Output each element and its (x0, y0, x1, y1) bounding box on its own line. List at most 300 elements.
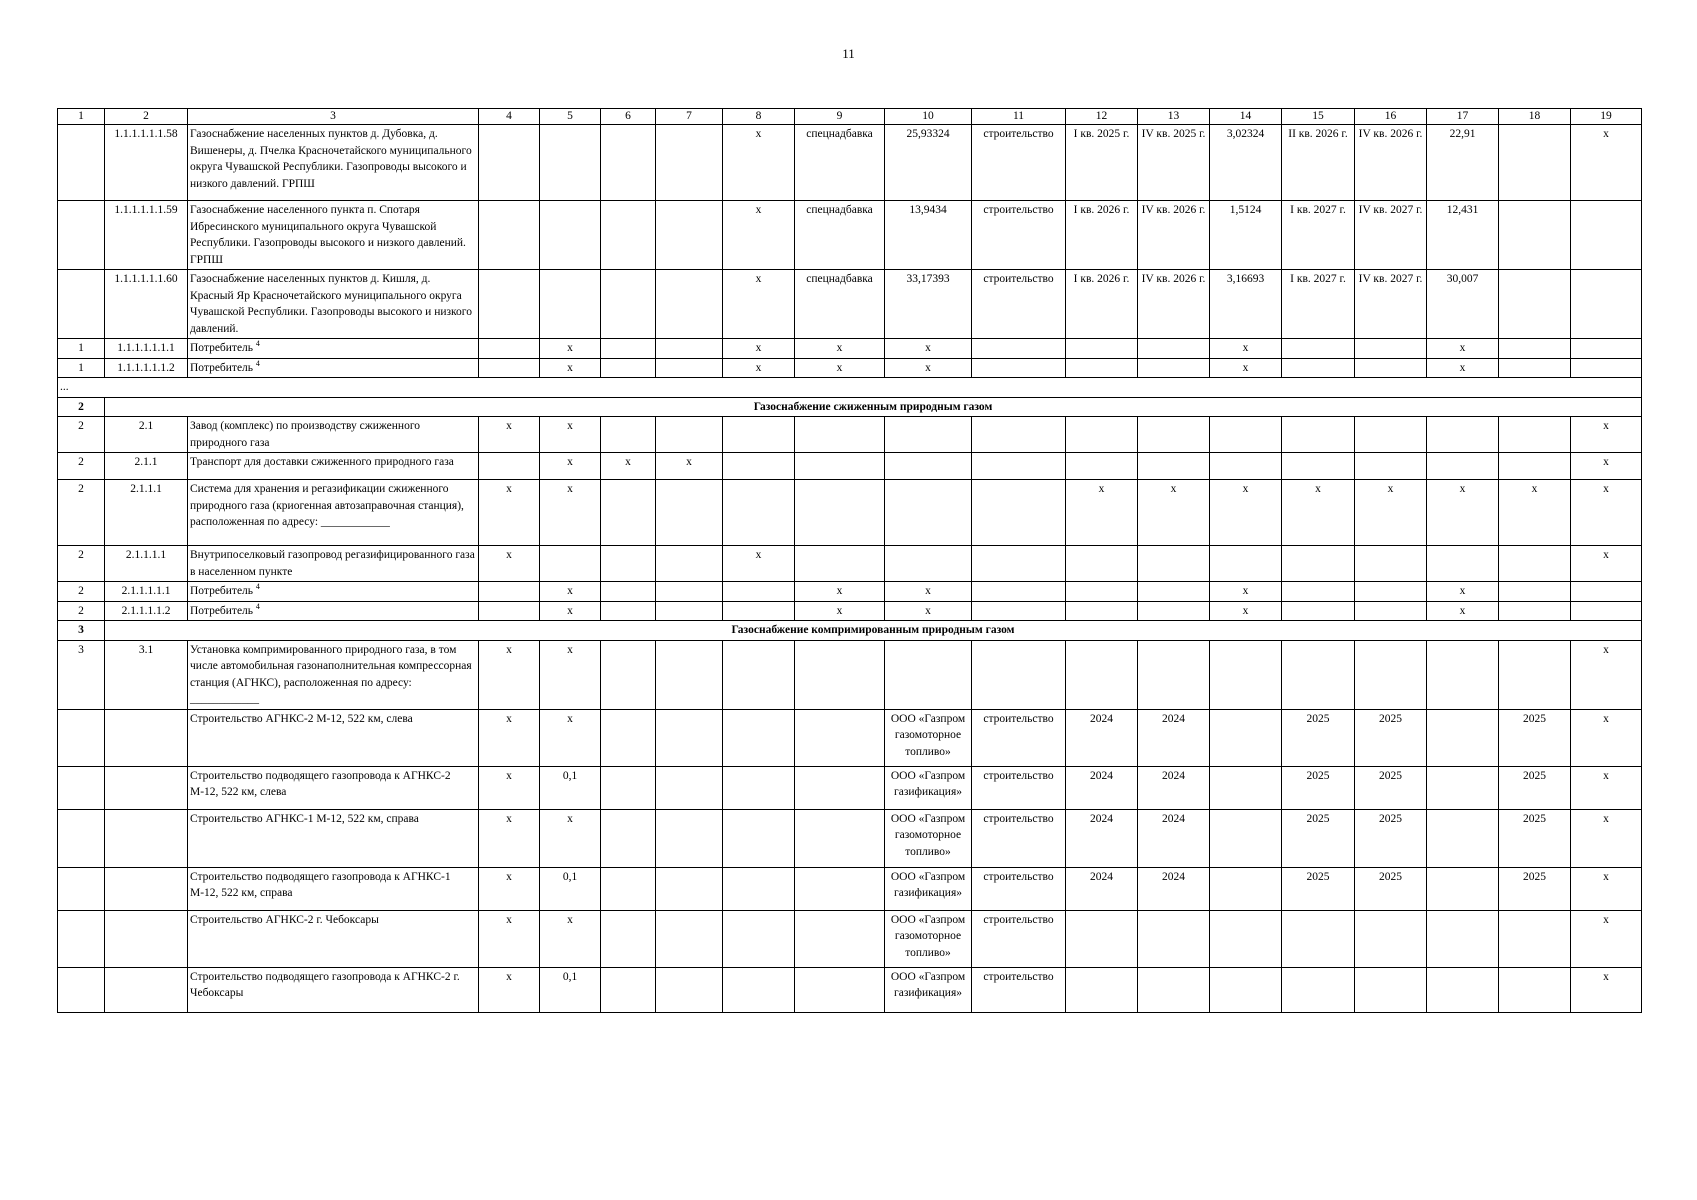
table-cell: x (479, 766, 540, 809)
table-cell: 2.1.1.1.1.1 (105, 582, 188, 602)
table-cell: 0,1 (540, 766, 601, 809)
column-number: 5 (540, 109, 601, 125)
table-cell (656, 358, 723, 378)
table-cell: 33,17393 (885, 270, 972, 339)
table-cell (58, 766, 105, 809)
table-cell: IV кв. 2025 г. (1138, 125, 1210, 201)
table-cell: строительство (972, 766, 1066, 809)
row-description: Установка компримированного природного газа, в том числе автомобильная газонаполнительная компрессорная станция (АГНКС), расположенная по адресу: ____________ (188, 640, 479, 709)
table-cell: x (656, 453, 723, 480)
table-cell (479, 270, 540, 339)
table-cell: 2.1.1.1 (105, 480, 188, 546)
table-cell: 22,91 (1427, 125, 1499, 201)
table-cell (1066, 546, 1138, 582)
table-cell (885, 546, 972, 582)
table-cell (795, 766, 885, 809)
table-cell: x (1571, 967, 1642, 1012)
table-cell: 30,007 (1427, 270, 1499, 339)
table-row (58, 601, 1642, 621)
table-cell: x (795, 358, 885, 378)
table-cell (601, 601, 656, 621)
table-cell: 1 (58, 358, 105, 378)
table-cell (540, 546, 601, 582)
table-cell (1499, 125, 1571, 201)
table-cell (1427, 640, 1499, 709)
table-cell (1210, 640, 1282, 709)
table-row (58, 125, 1642, 201)
table-row (58, 809, 1642, 867)
table-cell: 2024 (1066, 709, 1138, 766)
table-cell: 2025 (1355, 709, 1427, 766)
table-cell (1066, 339, 1138, 359)
table-row (58, 640, 1642, 709)
table-cell: I кв. 2026 г. (1066, 270, 1138, 339)
table-cell: IV кв. 2027 г. (1355, 201, 1427, 270)
table-cell: x (795, 601, 885, 621)
table-cell (1355, 640, 1427, 709)
row-description: Строительство АГНКС-1 М-12, 522 км, справа (188, 809, 479, 867)
table-cell (1427, 867, 1499, 910)
page-number: 11 (842, 46, 855, 61)
table-cell: x (479, 480, 540, 546)
table-row (58, 270, 1642, 339)
table-cell (540, 201, 601, 270)
table-cell (1427, 546, 1499, 582)
table-cell (1138, 910, 1210, 967)
table-cell: x (1427, 339, 1499, 359)
table-row (58, 339, 1642, 359)
table-cell (723, 910, 795, 967)
table-cell (723, 601, 795, 621)
column-number-row (58, 109, 1642, 125)
table-cell (1138, 453, 1210, 480)
table-cell: 2024 (1138, 709, 1210, 766)
table-cell (1499, 546, 1571, 582)
table-cell (1282, 358, 1355, 378)
table-cell (795, 910, 885, 967)
row-description: Строительство подводящего газопровода к АГНКС-2 г. Чебоксары (188, 967, 479, 1012)
table-body (58, 125, 1642, 1013)
table-cell (479, 358, 540, 378)
table-cell: 2 (58, 601, 105, 621)
table-cell (601, 766, 656, 809)
table-cell: 1.1.1.1.1.1.2 (105, 358, 188, 378)
table-cell (1499, 339, 1571, 359)
table-cell (972, 640, 1066, 709)
table-cell: 1.1.1.1.1.1.59 (105, 201, 188, 270)
table-cell: x (1571, 910, 1642, 967)
table-cell: 2024 (1066, 867, 1138, 910)
table-cell: ООО «Газпром газификация» (885, 967, 972, 1012)
table-cell (601, 339, 656, 359)
column-number: 18 (1499, 109, 1571, 125)
table-cell: 2025 (1282, 766, 1355, 809)
table-cell (1282, 967, 1355, 1012)
table-cell (656, 339, 723, 359)
table-cell: x (1427, 601, 1499, 621)
table-cell: строительство (972, 125, 1066, 201)
section-title: Газоснабжение компримированным природным газом (105, 621, 1642, 641)
table-cell: x (1571, 809, 1642, 867)
table-cell (1210, 546, 1282, 582)
table-cell (1282, 546, 1355, 582)
table-cell: x (885, 601, 972, 621)
table-row (58, 867, 1642, 910)
table-cell: x (795, 582, 885, 602)
column-number: 11 (972, 109, 1066, 125)
column-number: 6 (601, 109, 656, 125)
table-cell (601, 709, 656, 766)
table-cell (479, 339, 540, 359)
table-cell (1355, 910, 1427, 967)
table-cell: x (540, 358, 601, 378)
table-cell (1138, 417, 1210, 453)
table-cell: 2024 (1138, 766, 1210, 809)
row-description (188, 601, 479, 621)
table-cell (601, 358, 656, 378)
table-cell: IV кв. 2026 г. (1138, 270, 1210, 339)
table-cell: x (723, 125, 795, 201)
table-cell (58, 867, 105, 910)
table-row (58, 358, 1642, 378)
table-cell: x (1210, 601, 1282, 621)
row-description (188, 582, 479, 602)
column-number: 12 (1066, 109, 1138, 125)
table-cell (795, 453, 885, 480)
table-cell: x (540, 582, 601, 602)
table-row (58, 766, 1642, 809)
table-cell (656, 546, 723, 582)
table-cell (601, 125, 656, 201)
table-cell: 2025 (1499, 766, 1571, 809)
table-row (58, 480, 1642, 546)
table-cell (656, 417, 723, 453)
table-cell (723, 766, 795, 809)
table-cell: x (479, 967, 540, 1012)
column-number: 8 (723, 109, 795, 125)
table-cell (723, 453, 795, 480)
table-cell: 1.1.1.1.1.1.1 (105, 339, 188, 359)
column-number: 17 (1427, 109, 1499, 125)
table-cell (1138, 601, 1210, 621)
table-cell (1427, 453, 1499, 480)
table-cell: 3,16693 (1210, 270, 1282, 339)
column-number: 2 (105, 109, 188, 125)
table-cell (58, 125, 105, 201)
table-cell (723, 709, 795, 766)
table-cell: x (795, 339, 885, 359)
table-cell (1066, 358, 1138, 378)
row-description: Газоснабжение населенных пунктов д. Дубовка, д. Вишенеры, д. Пчелка Красночетайского муниципального округа Чувашской Республики. Газопроводы высокого и низкого давлений. ГРПШ (188, 125, 479, 201)
table-cell: 2025 (1499, 867, 1571, 910)
table-cell (1499, 640, 1571, 709)
table-cell: 2025 (1499, 809, 1571, 867)
table-cell (656, 480, 723, 546)
table-cell (1282, 453, 1355, 480)
table-row (58, 453, 1642, 480)
table-cell (1282, 640, 1355, 709)
table-cell (1066, 582, 1138, 602)
table-cell: 2024 (1138, 809, 1210, 867)
table-cell (58, 910, 105, 967)
row-description: Газоснабжение населенного пункта п. Спотаря Ибресинского муниципального округа Чувашской Республики. Газопроводы высокого и низкого давлений. ГРПШ (188, 201, 479, 270)
ellipsis-cell: ... (58, 378, 1642, 398)
table-cell (105, 766, 188, 809)
table-cell: x (1571, 546, 1642, 582)
footnote-marker: 4 (255, 358, 260, 368)
table-cell (972, 358, 1066, 378)
table-cell: IV кв. 2027 г. (1355, 270, 1427, 339)
table-cell: 2025 (1499, 709, 1571, 766)
table-cell: x (479, 709, 540, 766)
table-cell: x (1210, 582, 1282, 602)
table-cell (885, 417, 972, 453)
table-cell: 2024 (1066, 766, 1138, 809)
table-cell: x (1571, 125, 1642, 201)
table-cell: 3,02324 (1210, 125, 1282, 201)
column-number: 15 (1282, 109, 1355, 125)
table-cell (795, 867, 885, 910)
table-cell (972, 480, 1066, 546)
row-description: Газоснабжение населенных пунктов д. Кишля, д. Красный Яр Красночетайского муниципального округа Чувашской Республики. Газопроводы высокого и низкого давлений. (188, 270, 479, 339)
column-number: 1 (58, 109, 105, 125)
table-cell (1571, 270, 1642, 339)
table-cell: строительство (972, 709, 1066, 766)
table-cell (656, 867, 723, 910)
table-cell (1571, 601, 1642, 621)
table-cell (1210, 910, 1282, 967)
row-description: Строительство АГНКС-2 г. Чебоксары (188, 910, 479, 967)
row-description: Система для хранения и регазификации сжиженного природного газа (криогенная автозаправочная станция), расположенная по адресу: ____________ (188, 480, 479, 546)
gas-supply-table (57, 108, 1642, 1013)
table-cell (601, 809, 656, 867)
table-cell (1210, 453, 1282, 480)
table-cell: I кв. 2025 г. (1066, 125, 1138, 201)
table-cell (1282, 601, 1355, 621)
table-cell (1499, 910, 1571, 967)
table-cell (1499, 201, 1571, 270)
section-number: 2 (58, 397, 105, 417)
table-row (58, 201, 1642, 270)
table-cell (656, 270, 723, 339)
table-cell (723, 640, 795, 709)
table-cell (656, 582, 723, 602)
table-cell: ООО «Газпром газомоторное топливо» (885, 709, 972, 766)
table-cell: x (479, 417, 540, 453)
table-cell (1355, 358, 1427, 378)
table-cell: x (540, 417, 601, 453)
table-cell: строительство (972, 201, 1066, 270)
table-cell: x (1066, 480, 1138, 546)
table-cell: ООО «Газпром газомоторное топливо» (885, 809, 972, 867)
table-cell: x (1355, 480, 1427, 546)
table-cell: ООО «Газпром газомоторное топливо» (885, 910, 972, 967)
table-cell: 25,93324 (885, 125, 972, 201)
table-cell: 1.1.1.1.1.1.58 (105, 125, 188, 201)
table-cell: строительство (972, 867, 1066, 910)
row-description: Завод (комплекс) по производству сжиженного природного газа (188, 417, 479, 453)
table-cell (479, 201, 540, 270)
row-description (188, 339, 479, 359)
table-cell (795, 709, 885, 766)
table-cell: 2.1.1.1.1 (105, 546, 188, 582)
footnote-marker: 4 (255, 582, 260, 592)
table-cell (795, 640, 885, 709)
table-row (58, 582, 1642, 602)
table-cell (1210, 709, 1282, 766)
table-cell (885, 480, 972, 546)
table-cell: спецнадбавка (795, 201, 885, 270)
table-cell (1210, 417, 1282, 453)
table-cell: x (1282, 480, 1355, 546)
table-cell: 2025 (1355, 809, 1427, 867)
table-cell (58, 809, 105, 867)
table-cell: 2025 (1355, 867, 1427, 910)
table-cell (1499, 967, 1571, 1012)
table-cell (1427, 809, 1499, 867)
table-cell: IV кв. 2026 г. (1355, 125, 1427, 201)
table-cell (1427, 709, 1499, 766)
table-cell: x (540, 480, 601, 546)
table-cell: 3.1 (105, 640, 188, 709)
table-cell (723, 867, 795, 910)
table-cell (656, 766, 723, 809)
table-cell (656, 125, 723, 201)
table-cell (723, 480, 795, 546)
table-cell (795, 967, 885, 1012)
table-cell: x (1571, 417, 1642, 453)
table-cell (1499, 417, 1571, 453)
table-cell (795, 809, 885, 867)
table-cell (656, 967, 723, 1012)
table-cell: x (723, 358, 795, 378)
table-cell: I кв. 2027 г. (1282, 201, 1355, 270)
table-cell: x (1427, 358, 1499, 378)
table-cell: спецнадбавка (795, 125, 885, 201)
table-cell: 2025 (1282, 709, 1355, 766)
table-cell (1138, 967, 1210, 1012)
column-number: 9 (795, 109, 885, 125)
table-cell (656, 201, 723, 270)
table-cell: x (540, 709, 601, 766)
table-cell (972, 582, 1066, 602)
table-row (58, 546, 1642, 582)
footnote-marker: 4 (255, 339, 260, 349)
row-description: Внутрипоселковый газопровод регазифицированного газа в населенном пункте (188, 546, 479, 582)
table-cell (601, 967, 656, 1012)
table-cell: x (1138, 480, 1210, 546)
table-cell (1355, 967, 1427, 1012)
table-cell (1138, 546, 1210, 582)
table-cell (885, 640, 972, 709)
table-cell: x (540, 601, 601, 621)
table-cell (1138, 339, 1210, 359)
table-cell: x (1571, 766, 1642, 809)
table-cell (723, 809, 795, 867)
table-cell: x (723, 546, 795, 582)
table-cell (1499, 582, 1571, 602)
table-cell (1355, 417, 1427, 453)
table-cell: x (1571, 480, 1642, 546)
table-cell (1355, 453, 1427, 480)
table-cell (601, 582, 656, 602)
table-cell (1210, 809, 1282, 867)
table-cell (479, 601, 540, 621)
table-cell (1282, 582, 1355, 602)
table-cell: строительство (972, 967, 1066, 1012)
table-cell (1499, 270, 1571, 339)
table-cell (1355, 339, 1427, 359)
table-cell (601, 201, 656, 270)
table-cell (1138, 582, 1210, 602)
table-cell: 13,9434 (885, 201, 972, 270)
table-cell (479, 582, 540, 602)
table-cell (1499, 601, 1571, 621)
table-cell: x (1210, 358, 1282, 378)
table-cell: x (479, 809, 540, 867)
table-cell: x (723, 270, 795, 339)
column-number: 13 (1138, 109, 1210, 125)
table-cell: 12,431 (1427, 201, 1499, 270)
table-cell (1138, 358, 1210, 378)
table-cell: 2 (58, 582, 105, 602)
table-cell (1138, 640, 1210, 709)
table-cell (1427, 766, 1499, 809)
table-cell (1571, 582, 1642, 602)
table-cell (1355, 601, 1427, 621)
table-cell: 1,5124 (1210, 201, 1282, 270)
table-cell: 2024 (1138, 867, 1210, 910)
row-description-text: Потребитель (190, 342, 254, 354)
table-cell (601, 910, 656, 967)
table-cell: x (885, 582, 972, 602)
row-description-text: Потребитель (190, 604, 254, 617)
table-row (58, 709, 1642, 766)
table-cell (601, 270, 656, 339)
table-cell (540, 125, 601, 201)
column-number: 14 (1210, 109, 1282, 125)
table-cell (479, 125, 540, 201)
table-cell (972, 601, 1066, 621)
table-cell (540, 270, 601, 339)
table-cell: x (885, 358, 972, 378)
table-cell: x (723, 339, 795, 359)
table-cell (1355, 582, 1427, 602)
table-cell: строительство (972, 910, 1066, 967)
table-cell: 1 (58, 339, 105, 359)
table-cell (58, 270, 105, 339)
table-row (58, 967, 1642, 1012)
table-cell: 2 (58, 480, 105, 546)
table-cell: 2.1.1.1.1.2 (105, 601, 188, 621)
table-cell (601, 417, 656, 453)
section-row (58, 621, 1642, 641)
table-cell (1210, 867, 1282, 910)
table-cell (656, 709, 723, 766)
table-cell: ООО «Газпром газификация» (885, 766, 972, 809)
footnote-marker: 4 (255, 601, 260, 611)
table-cell: I кв. 2026 г. (1066, 201, 1138, 270)
table-cell: x (1571, 709, 1642, 766)
table-cell: x (540, 640, 601, 709)
table-cell (1427, 417, 1499, 453)
table-cell: x (885, 339, 972, 359)
row-description: Строительство АГНКС-2 М-12, 522 км, слева (188, 709, 479, 766)
table-cell (795, 546, 885, 582)
table-cell (1066, 417, 1138, 453)
table-cell (723, 582, 795, 602)
table-cell (1066, 640, 1138, 709)
